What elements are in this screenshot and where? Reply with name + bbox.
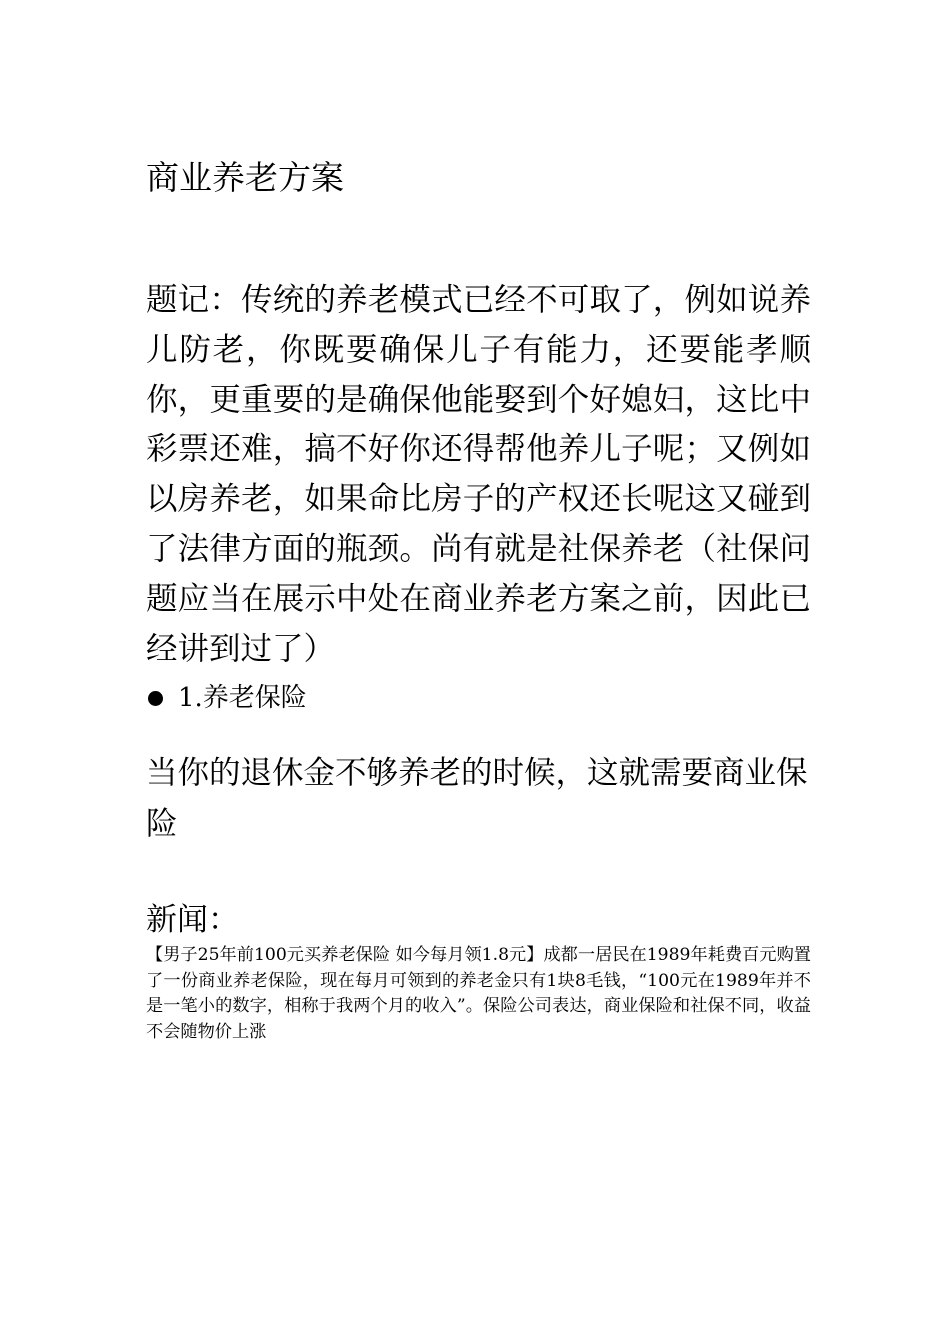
section-1-label: 1.养老保险 [178, 683, 307, 713]
intro-paragraph: 题记：传统的养老模式已经不可取了，例如说养儿防老，你既要确保儿子有能力，还要能孝顺你，更重要的是确保他能娶到个好媳妇，这比中彩票还难，搞不好你还得帮他养儿子呢；又例如以房养老，如果命比房子的产权还长呢这又碰到了法律方面的瓶颈。尚有就是社保养老（社保问题应当在展示中处在商业养老方案之前，因此已经讲到过了） [146, 282, 811, 667]
section-1-list-item [146, 678, 811, 718]
document-title: 商业养老方案 [146, 158, 344, 197]
news-heading: 新闻： [146, 902, 239, 938]
bullet-icon [148, 691, 163, 706]
news-paragraph: 【男子25年前100元买养老保险 如今每月领1.8元】成都一居民在1989年耗费百元购置了一份商业养老保险，现在每月可领到的养老金只有1块8毛钱，“100元在1989年并不是一笔小的数字，相称于我两个月的收入”。保险公司表达，商业保险和社保不同，收益不会随物价上涨 [146, 945, 811, 1042]
section-1-body: 当你的退休金不够养老的时候，这就需要商业保险 [146, 755, 808, 842]
